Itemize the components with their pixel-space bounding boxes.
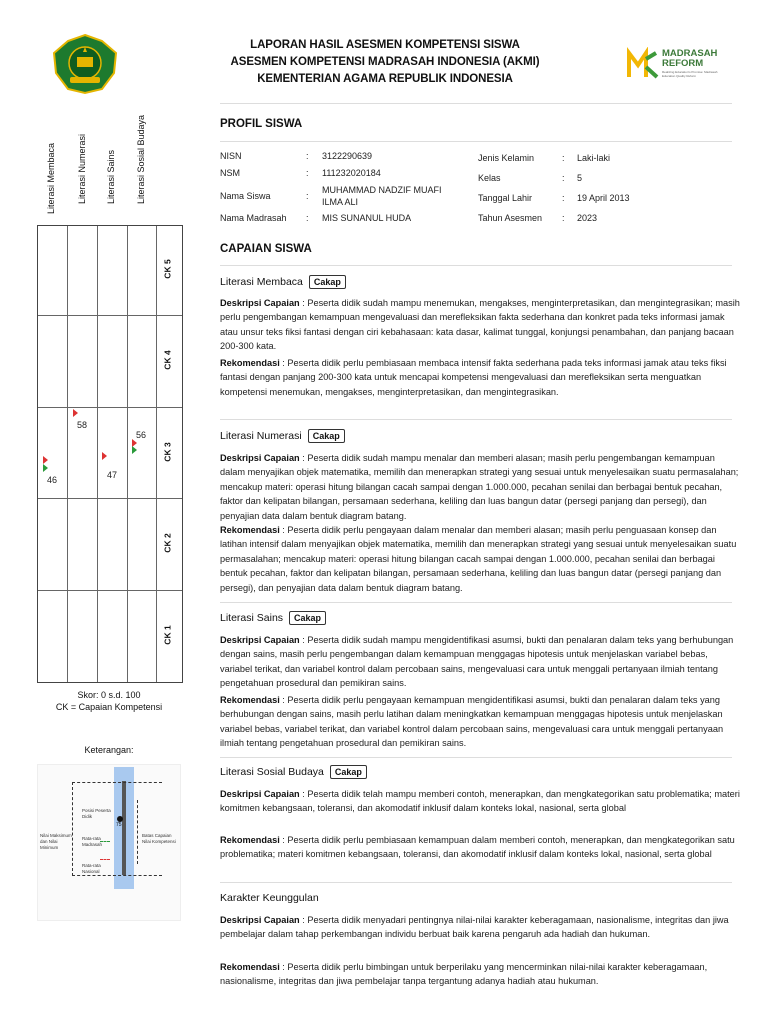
sec-sains-rek — [220, 693, 740, 751]
score-membaca: 46 — [47, 475, 58, 485]
scale-text: Skor: 0 s.d. 100 — [77, 690, 141, 700]
sec-divider — [220, 419, 732, 420]
sec-sosbud-desc — [220, 787, 740, 816]
capaian-divider — [220, 265, 732, 266]
nisn-label: NISN — [220, 151, 242, 161]
sec-divider — [220, 757, 732, 758]
grid-col-line — [97, 226, 98, 682]
legend-min-line — [72, 875, 162, 876]
nsm-label: NSM — [220, 168, 240, 178]
score-numerasi: 58 — [77, 420, 88, 430]
col-label-membaca: Literasi Membaca — [46, 142, 56, 214]
sep: : — [562, 193, 565, 203]
legend-nasional-text: Rata-rata Nasional — [82, 863, 101, 874]
desc-text: : Peserta didik telah mampu memberi contoh, menerapkan, dan mengkategorikan satu problematika; materi komitmen kebangsaan, toleransi, dan akomodatif inklusif dalam konteks lokal, nasional, serta global — [220, 789, 740, 814]
chart-caption — [37, 689, 181, 713]
legend-title: Keterangan: — [84, 745, 134, 755]
rek-text: : Peserta didik perlu pembiasaan membaca intensif fakta sederhana pada teks informasi jamak atau teks fiksi fantasi dengan panjang 200-300 kata untuk mencapai kompetensi mengevaluasi dan merefleksikan serta menguatkan kompetensi menemukan, mengakses, menginterpretasikan, dan mengintegrasikan. — [220, 358, 727, 397]
sec-name: Literasi Membaca — [220, 275, 303, 288]
sec-karakter-rek — [220, 960, 740, 989]
legend-nasional-line — [100, 859, 110, 860]
sec-numerasi-desc — [220, 451, 740, 523]
desc-label: Deskripsi Capaian — [220, 298, 300, 308]
rek-label: Rekomendasi — [220, 962, 280, 972]
sec-sains-desc — [220, 633, 740, 691]
level-badge: Cakap — [289, 611, 326, 625]
legend-batas-text: Batas Capaian Nilai Kompetensi — [142, 833, 176, 844]
sep: : — [562, 173, 565, 183]
grid-col-line — [127, 226, 128, 682]
sep: : — [306, 213, 309, 223]
sec-numerasi-rek — [220, 523, 740, 595]
sep: : — [306, 168, 309, 178]
sec-name: Literasi Sains — [220, 611, 284, 624]
ck-label-2: CK 2 — [162, 533, 173, 553]
mr-tagline: Realizing Education's Promise: Madrasah Education Quality Reform — [662, 70, 718, 78]
legend-bracket-left — [72, 782, 73, 876]
sec-karakter-desc — [220, 913, 740, 942]
score-sosbud: 56 — [136, 430, 147, 440]
legend-max-line — [72, 782, 162, 783]
ck-text: CK = Capaian Kompetensi — [55, 702, 163, 712]
ck-label-1: CK 1 — [162, 625, 173, 645]
grid-col-line — [156, 226, 157, 682]
kelas-value: 5 — [577, 173, 583, 183]
sec-divider — [220, 602, 732, 603]
grid-col-line — [67, 226, 68, 682]
rek-text: : Peserta didik perlu pembiasaan kemampuan dalam memberi contoh, menerapkan, dan mengkategorikan satu problematika; materi komitmen kebangsaan, toleransi, dan akomodatif inklusif dalam konteks lokal, nasional, serta global — [220, 835, 735, 860]
legend-maxmin-text: Nilai Maksimum dan Nilai Minimum — [40, 833, 72, 850]
desc-text: : Peserta didik menyadari pentingnya nilai-nilai karakter keberagamaan, nasionalisme, integritas dan jiwa pembelajar dalam tahap perkembangan individu berbuat baik karena pengaruh ada hadiah dan hukuman. — [220, 915, 729, 940]
sec-sosbud-title — [220, 765, 367, 779]
jenis-kelamin-label: Jenis Kelamin — [478, 153, 535, 163]
desc-label: Deskripsi Capaian — [220, 453, 300, 463]
rek-text: : Peserta didik perlu pengayaan kemampuan mengidentifikasi asumsi, bukti dan penalaran dalam teks yang berhubungan dengan sains, masih perlu latihan dalam meningkatkan kemampuan menggagas hipotesis untuk menjelaskan variabel bebas, variabel terikat, dan variabel kontrol dalam percobaan sains, mengevaluasi cara untuk menggali pertanyaan ilmiah tentang pengetahuan prosedural dan pemikiran sains. — [220, 695, 724, 749]
sec-divider — [220, 882, 732, 883]
rek-text: : Peserta didik perlu bimbingan untuk berperilaku yang mencerminkan nilai-nilai karakter keberagamaan, nasionalisme, integritas dan jiwa pembelajar tanpa tergantung adanya hadiah atau hukuman. — [220, 962, 708, 987]
jenis-kelamin-value: Laki-laki — [577, 153, 611, 163]
sec-membaca-rek — [220, 356, 740, 399]
nama-siswa-label: Nama Siswa — [220, 191, 271, 201]
competency-grid — [37, 225, 183, 683]
rek-label: Rekomendasi — [220, 835, 280, 845]
desc-text: : Peserta didik sudah mampu mengidentifikasi asumsi, bukti dan penalaran dalam teks yang berhubungan dengan sains, masih perlu pengembangan dalam kemampuan menggagas hipotesis untuk menjelaskan variabel bebas, variabel terikat, dan variabel kontrol dalam percobaan sains, mengevaluasi cara untuk menggali pertanyaan ilmiah tentang pengetahuan prosedural dan pemikiran sains. — [220, 635, 734, 689]
kelas-label: Kelas — [478, 173, 501, 183]
grid-row-line — [38, 407, 182, 408]
mr-text1: MADRASAH — [662, 48, 718, 59]
rek-label: Rekomendasi — [220, 525, 280, 535]
ck-label-4: CK 4 — [162, 350, 173, 370]
ck-label-3: CK 3 — [162, 442, 173, 462]
rek-label: Rekomendasi — [220, 695, 280, 705]
col-label-numerasi: Literasi Numerasi — [77, 133, 87, 204]
sec-sains-title — [220, 611, 326, 625]
desc-label: Deskripsi Capaian — [220, 635, 300, 645]
capaian-title: CAPAIAN SISWA — [220, 243, 312, 255]
marker-sains-red — [102, 452, 107, 460]
nama-siswa-value: MUHAMMAD NADZIF MUAFI ILMA ALI — [322, 185, 442, 207]
legend-range-bar — [122, 781, 126, 875]
grid-row-line — [38, 590, 182, 591]
desc-label: Deskripsi Capaian — [220, 915, 300, 925]
level-badge: Cakap — [330, 765, 367, 779]
sec-name: Literasi Numerasi — [220, 429, 302, 442]
legend-posisi-text: Posisi Peserta Didik — [82, 808, 111, 819]
report-title-line1: LAPORAN HASIL ASESMEN KOMPETENSI SISWA — [250, 39, 520, 51]
desc-label: Deskripsi Capaian — [220, 789, 300, 799]
col-label-sosbud: Literasi Sosial Budaya — [136, 114, 146, 204]
level-badge: Cakap — [309, 275, 346, 289]
nama-madrasah-value: MIS SUNANUL HUDA — [322, 213, 412, 223]
sep: : — [562, 213, 565, 223]
level-badge: Cakap — [308, 429, 345, 443]
sec-karakter-title: Karakter Keunggulan — [220, 892, 319, 904]
sec-sosbud-rek — [220, 833, 740, 862]
mr-text2: REFORM — [662, 58, 704, 69]
desc-text: : Peserta didik sudah mampu menalar dan memberi alasan; masih perlu pengembangan kemampuan dalam menyajikan objek matematika, memilih dan menerapkan strategi yang sesuai untuk menyelesaikan suatu permasalahan; mencakup materi: operasi hitung bilangan cacah sampai dengan 1.000.000, pecahan senilai dan berbagai bentuk pecahan, faktor dan kelipatan bilangan, persamaan sederhana, keliling dan luas bangun datar (persegi panjang dan persegi), dan penyajian data dalam bentuk diagram batang. — [220, 453, 739, 521]
rek-text: : Peserta didik perlu pengayaan dalam menalar dan memberi alasan; masih perlu penguasaan konsep dan latihan intensif dalam menyajikan objek matematika, memilih dan menerapkan strategi yang sesuai untuk menyelesaikan suatu permasalahan; mencakup materi: operasi hitung bilangan cacah sampai dengan 1.000.000, pecahan senilai dan berbagai bentuk pecahan, faktor dan kelipatan bilangan, persamaan sederhana, keliling dan luas bangun datar (persegi panjang dan persegi), dan penyajian data dalam bentuk diagram batang. — [220, 525, 737, 593]
marker-numerasi-red — [73, 409, 78, 417]
legend-bracket-right — [137, 800, 138, 864]
sec-numerasi-title — [220, 429, 345, 443]
ck-label-5: CK 5 — [162, 259, 173, 279]
sec-name: Literasi Sosial Budaya — [220, 765, 324, 778]
sep: : — [306, 191, 309, 201]
legend-sample-value: 75 — [116, 822, 122, 828]
nama-madrasah-label: Nama Madrasah — [220, 213, 287, 223]
kemenag-logo — [50, 33, 120, 95]
sep: : — [306, 151, 309, 161]
col-label-sains: Literasi Sains — [106, 149, 116, 204]
profil-title: PROFIL SISWA — [220, 118, 303, 130]
marker-membaca-green — [43, 464, 48, 472]
sec-membaca-desc — [220, 296, 740, 354]
tahun-asesmen-value: 2023 — [577, 213, 598, 223]
grid-row-line — [38, 498, 182, 499]
nisn-value: 3122290639 — [322, 151, 373, 161]
tanggal-lahir-label: Tanggal Lahir — [478, 193, 533, 203]
report-title-line2: ASESMEN KOMPETENSI MADRASAH INDONESIA (AKMI) — [230, 56, 540, 68]
legend-box — [37, 764, 181, 921]
sec-membaca-title — [220, 275, 346, 289]
tanggal-lahir-value: 19 April 2013 — [577, 193, 630, 203]
tahun-asesmen-label: Tahun Asesmen — [478, 213, 543, 223]
report-title-line3: KEMENTERIAN AGAMA REPUBLIK INDONESIA — [257, 73, 513, 85]
score-sains: 47 — [107, 470, 118, 480]
grid-row-line — [38, 315, 182, 316]
marker-membaca-red — [43, 456, 48, 464]
rek-label: Rekomendasi — [220, 358, 280, 368]
marker-sosbud-green — [132, 446, 137, 454]
sep: : — [562, 153, 565, 163]
legend-madrasah-text: Rata-rata Madrasah — [82, 836, 103, 847]
nsm-value: 111232020184 — [322, 168, 381, 178]
desc-text: : Peserta didik sudah mampu menemukan, mengakses, menginterpretasikan, dan mengintegrasikan; masih perlu pengembangan kemampuan mengevaluasi dan merefleksikan fakta sederhana dan konkret pada teks informasi jamak atau unsur teks fiksi fantasi dengan ciri kebahasaan: kata dasar, kalimat tunggal, konjungsi penambahan, dan panjang bacaan 200-300 kata. — [220, 298, 740, 352]
madrasah-reform-logo — [626, 45, 736, 85]
header-divider — [220, 103, 732, 104]
profil-divider — [220, 141, 732, 142]
